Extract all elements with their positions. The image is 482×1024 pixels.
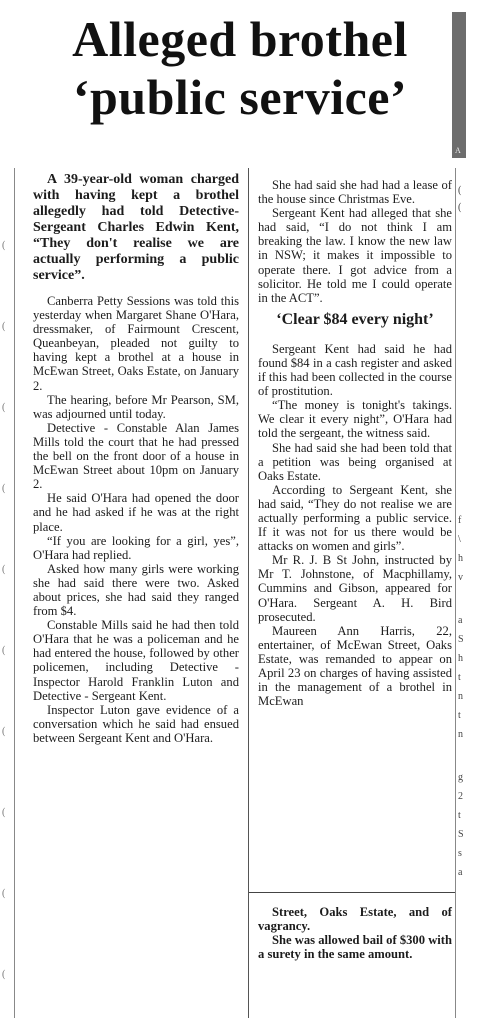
margin-fragment: s [458,848,462,859]
body-paragraph: Inspector Luton gave evidence of a conversation which he said had ensued between Sergeant Kent and O'Hara. [33,702,239,745]
headline-line-1: Alleged brothel [72,11,408,67]
column-2-continued [258,905,452,961]
margin-fragment: \ [458,534,461,545]
adjacent-column-strip [452,12,466,158]
margin-fragment: ( [2,483,6,494]
margin-fragment: h [458,553,463,564]
right-column-edge [455,168,456,1018]
right-margin-fragments [458,180,476,879]
body-paragraph: The hearing, before Mr Pearson, SM, was adjourned until today. [33,392,239,421]
margin-fragment: g [458,772,463,783]
body-paragraph: She had said she had had a lease of the house since Christmas Eve. [258,178,452,207]
strip-mark: A [455,146,461,155]
body-paragraph: Mr R. J. B St John, instructed by Mr T. Johnstone, of Macphillamy, Cummins and Gibson, appeared for O'Hara. Sergeant A. H. Bird prosecuted. [258,553,452,624]
body-paragraph: Constable Mills said he had then told O'Hara that he was a policeman and he had entered the house, followed by other policemen, including Detective - Inspector Harold Franklin Luton and Detective - Sergeant Kent. [33,618,239,703]
body-paragraph: Street, Oaks Estate, and of vagrancy. [258,905,452,934]
headline [30,10,450,126]
margin-fragment: ( [2,969,6,980]
margin-fragment: ( [2,888,6,899]
subheading: ‘Clear $84 every night’ [276,310,434,328]
margin-fragment: t [458,810,461,821]
margin-fragment: ( [458,202,462,213]
margin-fragment: ( [458,185,462,196]
column-divider [248,168,249,1018]
margin-fragment: S [458,829,464,840]
margin-fragment: v [458,572,463,583]
left-margin-fragments [2,240,14,980]
body-paragraph: Sergeant Kent had alleged that she had said, “I do not think I am breaking the law. I know the new law in NSW; it makes it impossible to operate there. I got advice from a solicitor. He told me I could operate in the ACT”. [258,206,452,305]
margin-fragment: a [458,615,463,626]
body-paragraph: She had said she had been told that a petition was being organised at Oaks Estate. [258,440,452,483]
column-1 [33,172,239,745]
margin-fragment: a [458,867,463,878]
body-paragraph: Sergeant Kent had said he had found $84 in a cash register and asked if this had been collected in the course of prostitution. [258,341,452,399]
margin-fragment: ( [2,645,6,656]
body-paragraph: Maureen Ann Harris, 22, entertainer, of McEwan Street, Oaks Estate, was remanded to appear on April 23 on charges of having assisted in the management of a brothel in McEwan [258,623,452,709]
margin-fragment: h [458,653,463,664]
body-paragraph: “The money is tonight's takings. We clear it every night”, O'Hara had told the sergeant, the witness said. [258,398,452,441]
margin-fragment: t [458,672,461,683]
margin-fragment: t [458,710,461,721]
body-paragraph: Detective - Constable Alan James Mills told the court that he had pressed the bell on the front door of a house in McEwan Street about 10pm on January 2. [33,420,239,492]
left-page-edge [14,168,15,1018]
margin-fragment: ( [2,402,6,413]
margin-fragment: 2 [458,791,463,802]
margin-fragment: f [458,515,462,526]
body-paragraph: Canberra Petty Sessions was told this yesterday when Margaret Shane O'Hara, dressmaker, of Fairmount Crescent, Queanbeyan, pleaded not guilty to having kept a brothel at a house in McEwan Street, Oaks Estate, on January 2. [33,294,239,393]
margin-fragment: ( [2,321,6,332]
margin-fragment: n [458,729,463,740]
column-2 [258,178,452,708]
margin-fragment: ( [2,807,6,818]
bail-paragraph: She was allowed bail of $300 with a surety in the same amount. [258,933,452,962]
body-paragraph: According to Sergeant Kent, she had said, “They do not realise we are actually performing a public service. If it was not for us there would be attacks on women and girls”. [258,482,452,554]
body-paragraph: He said O'Hara had opened the door and he had asked if he was at the right place. [33,491,239,534]
margin-fragment: ( [2,240,6,251]
margin-fragment: n [458,691,463,702]
lead-paragraph: A 39-year-old woman charged with having kept a brothel allegedly had told Detective-Sergeant Charles Edwin Kent, “They don't realise we are actually performing a public service”. [33,172,239,283]
body-paragraph: Asked how many girls were working she had said there were two. Asked about prices, she had said they ranged from $4. [33,561,239,619]
headline-line-2: ‘public service’ [72,69,408,125]
margin-fragment: ( [2,564,6,575]
margin-fragment: S [458,634,464,645]
column-break-rule [249,892,455,893]
margin-fragment: ( [2,726,6,737]
body-paragraph: “If you are looking for a girl, yes”, O'Hara had replied. [33,533,239,562]
